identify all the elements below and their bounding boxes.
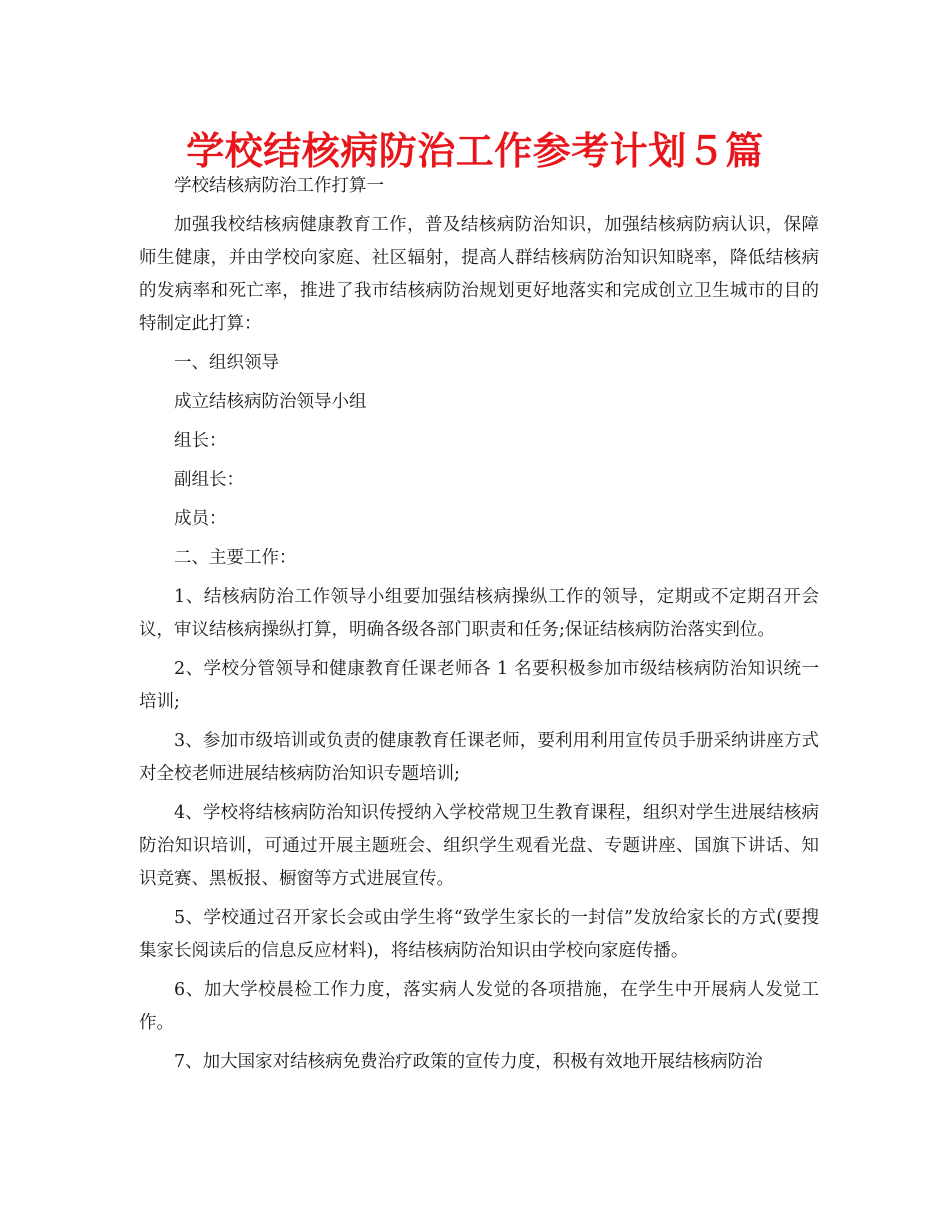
list-item-work-2: 2、学校分管领导和健康教育任课老师各 1 名要积极参加市级结核病防治知识统一培训; xyxy=(139,659,819,712)
list-item-work-3: 3、参加市级培训或负责的健康教育任课老师，要利用利用宣传员手册采纳讲座方式对全校老师进展结核病防治知识专题培训; xyxy=(139,731,819,784)
document-body xyxy=(139,170,819,1085)
section-heading-main-work: 二、主要工作： xyxy=(174,548,297,568)
paragraph-leading-group: 成立结核病防治领导小组 xyxy=(174,392,367,412)
list-item-work-5: 5、学校通过召开家长会或由学生将“致学生家长的一封信”发放给家长的方式(要搜集家长阅读后的信息反应材料)，将结核病防治知识由学校向家庭传播。 xyxy=(139,908,819,961)
field-members: 成员： xyxy=(174,509,227,529)
document-title: 学校结核病防治工作参考计划５篇 xyxy=(186,129,764,173)
section-heading-organization: 一、组织领导 xyxy=(174,353,279,373)
list-item-work-4: 4、学校将结核病防治知识传授纳入学校常规卫生教育课程，组织对学生进展结核病防治知识培训，可通过开展主题班会、组织学生观看光盘、专题讲座、国旗下讲话、知识竞赛、黑板报、橱窗等方式进展宣传。 xyxy=(139,803,819,889)
paragraph-plan-heading: 学校结核病防治工作打算一 xyxy=(174,176,384,196)
list-item-work-6: 6、加大学校晨检工作力度，落实病人发觉的各项措施，在学生中开展病人发觉工作。 xyxy=(139,980,819,1033)
list-item-work-7: 7、加大国家对结核病免费治疗政策的宣传力度，积极有效地开展结核病防治 xyxy=(174,1052,763,1072)
field-group-leader: 组长： xyxy=(174,431,227,451)
paragraph-intro: 加强我校结核病健康教育工作，普及结核病防治知识，加强结核病防病认识，保障师生健康，并由学校向家庭、社区辐射，提高人群结核病防治知识知晓率，降低结核病的发病率和死亡率，推进了我市结核病防治规划更好地落实和完成创立卫生城市的目的特制定此打算： xyxy=(139,215,819,334)
list-item-work-1: 1、结核病防治工作领导小组要加强结核病操纵工作的领导，定期或不定期召开会议，审议结核病操纵打算，明确各级各部门职责和任务;保证结核病防治落实到位。 xyxy=(139,587,819,640)
field-deputy-leader: 副组长： xyxy=(174,470,244,490)
